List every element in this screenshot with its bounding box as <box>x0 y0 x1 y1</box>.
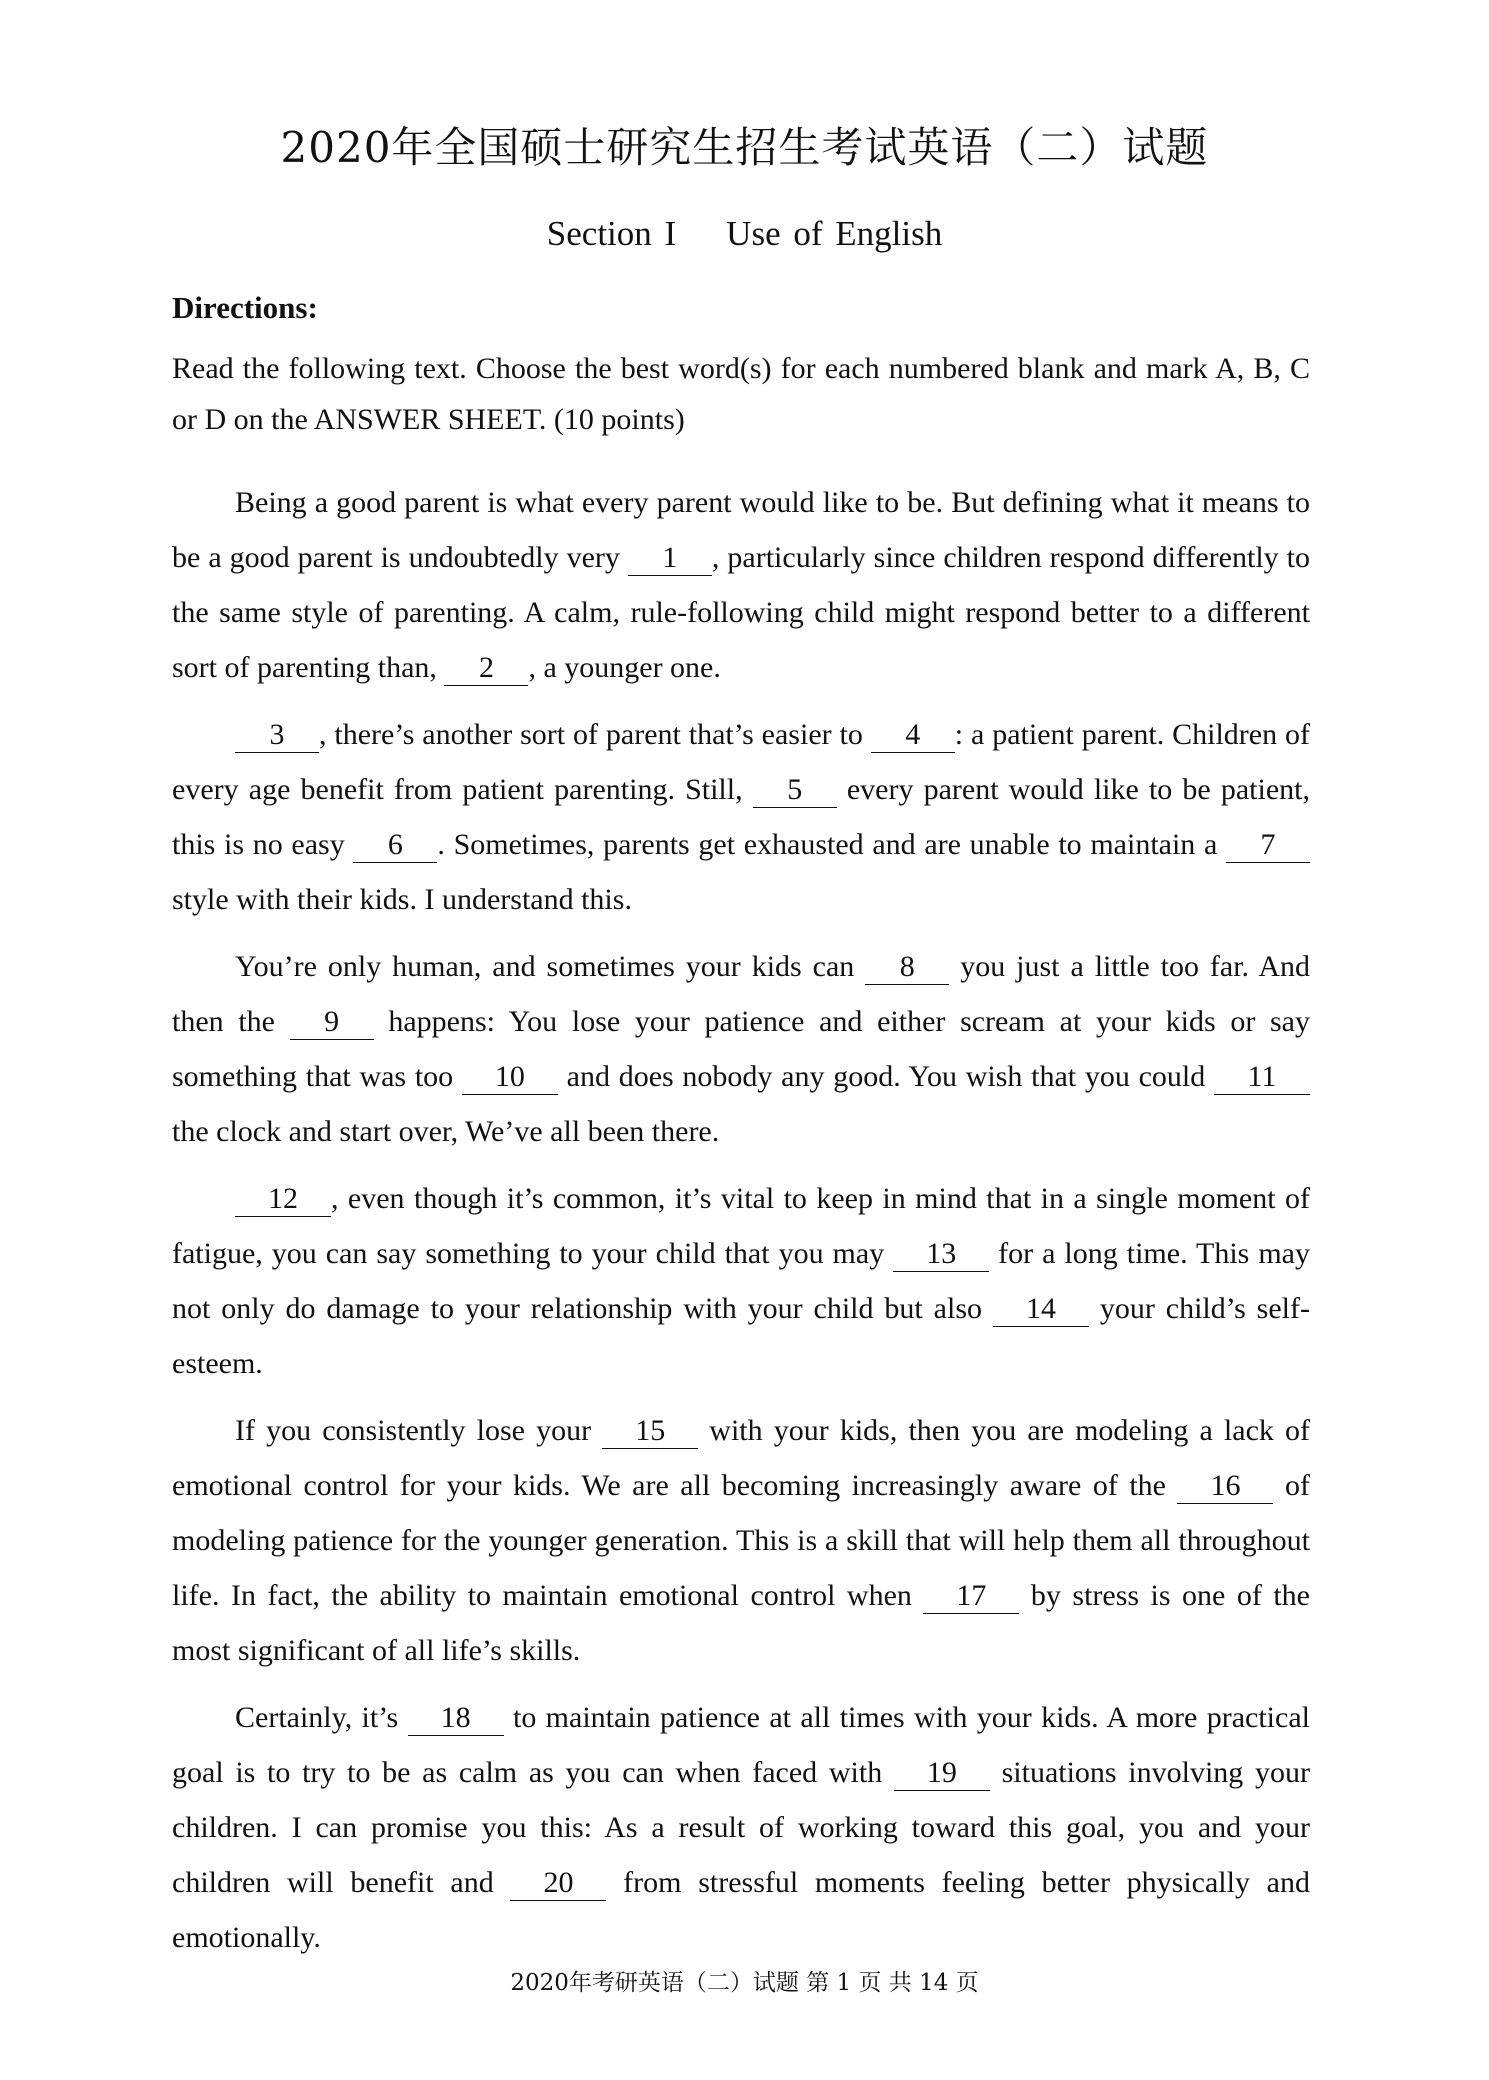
passage-text: Being a good parent is what every parent would like to be. But defining what it means to be a good parent is undoubtedly very <box>172 486 1310 574</box>
answer-blank: 18 <box>408 1701 504 1736</box>
passage-text: style with their kids. I understand this. <box>172 883 632 916</box>
passage-text: every parent would like to be patient, this is no easy <box>172 773 1310 861</box>
passage-text: of modeling patience for the younger generation. This is a skill that will help them all throughout life. In fact, the ability to maintain emotional control when <box>172 1469 1310 1612</box>
passage-text: happens: You lose your patience and either scream at your kids or say something that was too <box>172 1005 1310 1093</box>
passage-text: your child’s self-esteem. <box>172 1292 1310 1380</box>
section-heading <box>0 214 1489 254</box>
passage-text: by stress is one of the most significant of all life’s skills. <box>172 1579 1310 1667</box>
cloze-passage <box>172 475 1310 1977</box>
passage-paragraph <box>172 939 1310 1159</box>
answer-blank: 16 <box>1177 1469 1273 1504</box>
answer-blank: 11 <box>1214 1060 1310 1095</box>
passage-text: situations involving your children. I can promise you this: As a result of working toward this goal, you and your children will benefit and <box>172 1756 1310 1899</box>
page-footer: 2020年考研英语（二）试题 第 1 页 共 14 页 <box>510 1970 979 1996</box>
answer-blank: 20 <box>510 1866 606 1901</box>
passage-text: and does nobody any good. You wish that you could <box>557 1060 1214 1093</box>
passage-text: for a long time. This may not only do damage to your relationship with your child but also <box>172 1237 1310 1325</box>
answer-blank: 2 <box>444 651 528 686</box>
passage-paragraph <box>172 475 1310 695</box>
answer-blank: 5 <box>753 773 837 808</box>
passage-text: the clock and start over, We’ve all been there. <box>172 1115 720 1148</box>
answer-blank: 4 <box>871 718 955 753</box>
passage-paragraph <box>172 707 1310 927</box>
passage-text: , a younger one. <box>528 651 721 684</box>
section-label: Section I <box>546 214 677 253</box>
answer-blank: 10 <box>462 1060 558 1095</box>
directions-text: Read the following text. Choose the best word(s) for each numbered blank and mark A, B, C or D on the ANSWER SHEET. (10 points) <box>172 352 1310 436</box>
passage-paragraph <box>172 1171 1310 1391</box>
passage-text: . Sometimes, parents get exhausted and are unable to maintain a <box>437 828 1226 861</box>
answer-blank: 17 <box>923 1579 1019 1614</box>
passage-text: You’re only human, and sometimes your kids can <box>235 950 866 983</box>
answer-blank: 7 <box>1226 828 1310 863</box>
passage-text: , particularly since children respond differently to the same style of parenting. A calm, rule-following child might respond better to a different sort of parenting than, <box>172 541 1310 684</box>
directions-heading: Directions: <box>172 290 318 325</box>
passage-text: , there’s another sort of parent that’s easier to <box>319 718 871 751</box>
answer-blank: 1 <box>628 541 712 576</box>
passage-text: with your kids, then you are modeling a lack of emotional control for your kids. We are all becoming increasingly aware of the <box>172 1414 1311 1502</box>
answer-blank: 13 <box>893 1237 989 1272</box>
answer-blank: 14 <box>993 1292 1089 1327</box>
passage-text: : a patient parent. Children of every age benefit from patient parenting. Still, <box>172 718 1310 806</box>
section-name: Use of English <box>726 214 943 253</box>
passage-text: , even though it’s common, it’s vital to keep in mind that in a single moment of fatigue, you can say something to your child that you may <box>172 1182 1310 1270</box>
passage-text: If you consistently lose your <box>235 1414 603 1447</box>
passage-text: to maintain patience at all times with your kids. A more practical goal is to try to be as calm as you can when faced with <box>172 1701 1310 1789</box>
answer-blank: 19 <box>894 1756 990 1791</box>
answer-blank: 3 <box>235 718 319 753</box>
passage-paragraph <box>172 1690 1310 1965</box>
answer-blank: 9 <box>290 1005 374 1040</box>
answer-blank: 8 <box>865 950 949 985</box>
answer-blank: 15 <box>602 1414 698 1449</box>
answer-blank: 12 <box>235 1182 331 1217</box>
passage-paragraph <box>172 1403 1310 1678</box>
passage-text: Certainly, it’s <box>235 1701 408 1734</box>
page-title: 2020年全国硕士研究生招生考试英语（二）试题 <box>280 123 1209 172</box>
passage-text: you just a little too far. And then the <box>172 950 1311 1038</box>
answer-blank: 6 <box>353 828 437 863</box>
passage-text: from stressful moments feeling better physically and emotionally. <box>172 1866 1310 1954</box>
